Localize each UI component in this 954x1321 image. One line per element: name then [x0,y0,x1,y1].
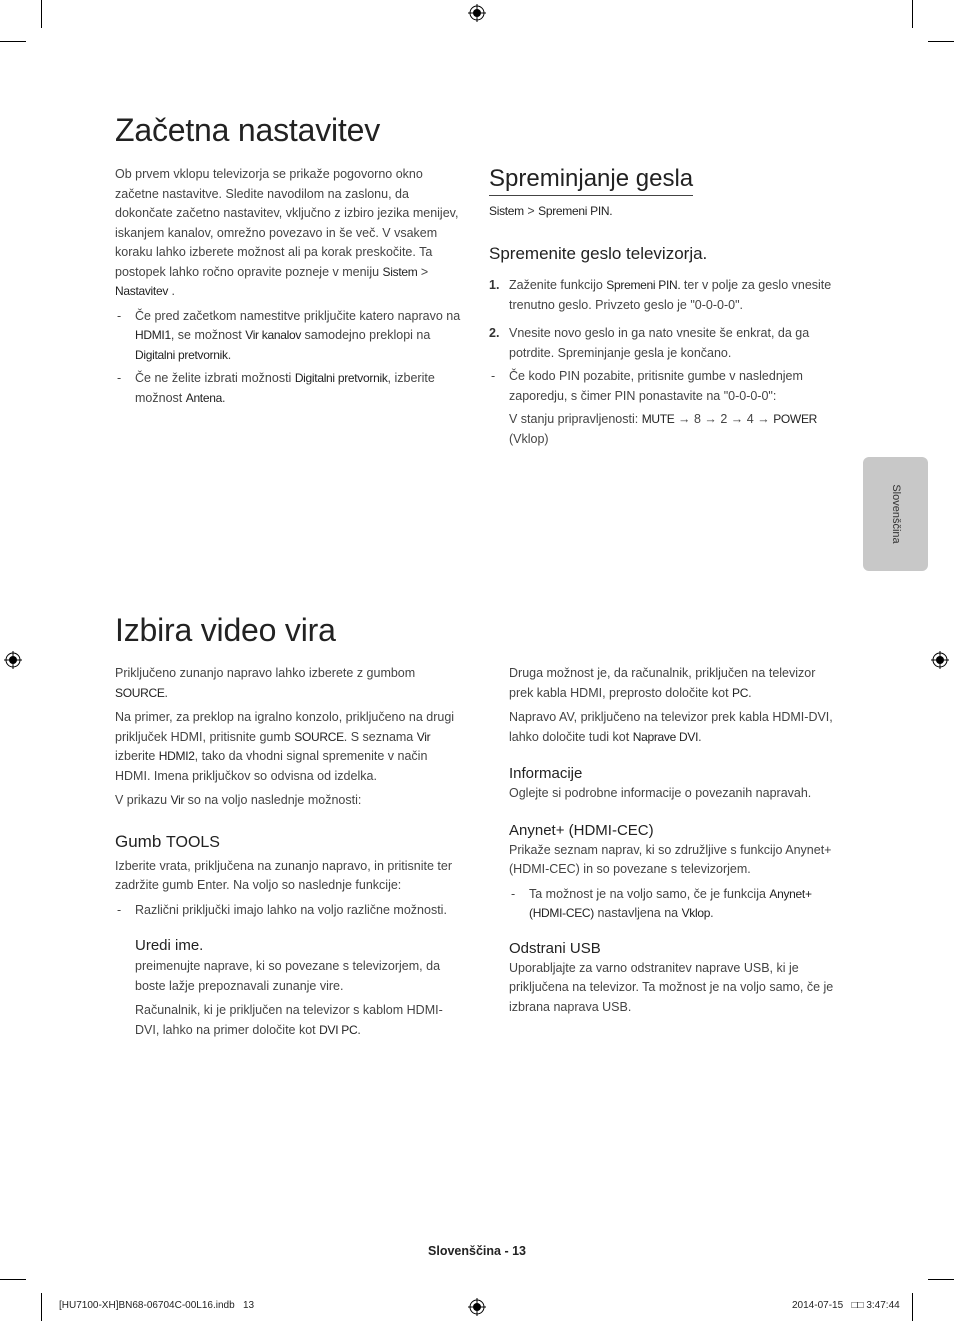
tools-note: - Različni priključki imajo lahko na voljo različne možnosti. [117,902,447,917]
language-side-tab [863,457,928,571]
crop-mark [912,1293,913,1321]
change-pin-note: - Če kodo PIN pozabite, pritisnite gumbe v naslednjem zaporedju, s čimer PIN ponastavite na "0-0-0-0": [491,369,803,403]
language-tab-label: Slovenščina [889,484,902,544]
video-source-p2: Na primer, za preklop na igralno konzolo, priključeno na drugi priključek HDMI, pritisnite gumb SOURCE. S seznama Vir izberite HDMI2, tako da vhodni signal spremenite v način HDMI. Imena priključkov so odvisna od izdelka. [115,710,455,783]
crop-mark [41,1293,42,1321]
registration-mark-icon [4,651,22,669]
footer-file-info: [HU7100-XH]BN68-06704C-00L16.indb 13 [59,1300,255,1311]
section-title-initial-setup: Začetna nastavitev [115,112,380,148]
initial-setup-note-1: - Če pred začetkom namestitve priključite katero napravo na HDMI1, se možnost Vir kanalov samodejno preklopi na Digitalni pretvornik. [117,308,461,362]
change-pin-menu-path: Sistem > Spremeni PIN. [489,204,613,218]
video-source-left-column [115,664,465,1040]
change-pin-step-1: 1. Zaženite funkcijo Spremeni PIN. ter v polje za geslo vnesite trenutno geslo. Privzeto geslo je "0-0-0-0". [489,278,832,312]
initial-setup-intro: Ob prvem vklopu televizorja se prikaže pogovorno okno začetne nastavitve. Sledite navodilom na zaslonu, da dokončate začetno nastavitev, vključno z izbiro jezika menijev, iskanjem kanalov, omrežno povezavo in še več. V vsakem koraku lahko izberete možnost ali pa korak preskočite. Ta postopek lahko ročno opravite pozneje v meniju Sistem > Nastavitev . [115,167,459,298]
change-pin-reset-sequence: V stanju pripravljenosti: MUTE → 8 → 2 → 4 → POWER (Vklop) [509,412,818,446]
section-title-video-source: Izbira video vira [115,612,336,648]
crop-mark [928,41,954,42]
crop-mark [928,1279,954,1280]
crop-mark [912,0,913,28]
rename-block [115,937,465,1040]
anynet-description: Prikaže seznam naprav, ki so združljive s funkcijo Anynet+ (HDMI-CEC) in so povezane s televizorjem. [509,842,832,876]
rename-example: Računalnik, ki je priključen na televizor s kablom HDMI-DVI, lahko na primer določite kot DVI PC. [135,1003,443,1037]
page-number: Slovenščina - 13 [428,1244,526,1258]
registration-mark-icon [468,4,486,22]
footer-timestamp: 2014-07-15 □□ 3:47:44 [792,1300,900,1311]
video-source-right-column [509,664,835,1017]
video-source-p1: Priključeno zunanjo napravo lahko izberete z gumbom SOURCE. [115,666,416,700]
rename-pc-note: Druga možnost je, da računalnik, priključen na televizor prek kabla HDMI, preprosto določite kot PC. [509,666,816,700]
video-source-p3: V prikazu Vir so na voljo naslednje možnosti: [115,793,362,807]
anynet-title: Anynet+ (HDMI-CEC) [509,821,654,839]
crop-mark [0,41,26,42]
tools-button-title: Gumb TOOLS [115,831,220,851]
change-pin-steps [489,276,834,449]
change-pin-step-2: 2. Vnesite novo geslo in ga nato vnesite še enkrat, da ga potrdite. Spreminjanje gesla je končano. [489,326,810,360]
change-pin-subtitle: Spremenite geslo televizorja. [489,244,708,263]
crop-mark [0,1279,26,1280]
rename-description: preimenujte naprave, ki so povezane s televizorjem, da boste lažje prepoznavali zunanje vire. [135,959,441,993]
initial-setup-body [115,165,465,408]
registration-mark-icon [468,1298,486,1316]
crop-mark [41,0,42,28]
information-description: Oglejte si podrobne informacije o povezanih napravah. [509,786,812,800]
information-title: Informacije [509,765,583,782]
remove-usb-description: Uporabljajte za varno odstranitev naprave USB, ki je priključena na televizor. Ta možnost je na voljo samo, če je izbrana naprava USB. [509,960,834,1014]
initial-setup-note-2: - Če ne želite izbrati možnosti Digitalni pretvornik, izberite možnost Antena. [117,371,435,405]
tools-description: Izberite vrata, priključena na zunanjo napravo, in pritisnite ter zadržite gumb Enter. Na voljo so naslednje funkcije: [115,858,452,892]
change-pin-title: Spreminjanje gesla [489,165,693,196]
remove-usb-title: Odstrani USB [509,939,601,957]
rename-av-note: Napravo AV, priključeno na televizor prek kabla HDMI-DVI, lahko določite tudi kot Naprave DVI. [509,710,833,744]
registration-mark-icon [931,651,949,669]
anynet-note: - Ta možnost je na voljo samo, če je funkcija Anynet+ (HDMI-CEC) nastavljena na Vklop. [511,886,812,920]
rename-title: Uredi ime. [135,937,204,954]
